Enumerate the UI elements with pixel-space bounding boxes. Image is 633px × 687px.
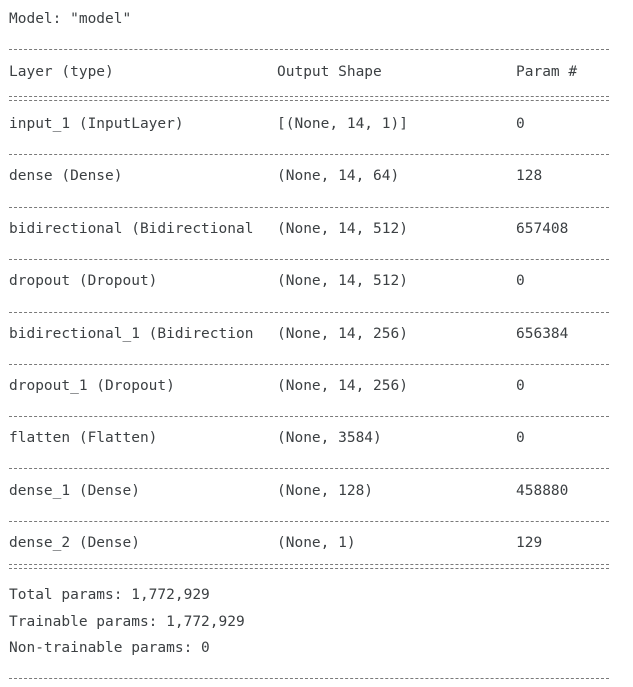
- layer-name: dense (Dense): [9, 168, 123, 184]
- divider-line: [9, 416, 609, 417]
- header-layer-type: Layer (type): [9, 64, 114, 80]
- double-divider-line: [9, 96, 609, 101]
- header-output-shape: Output Shape: [277, 64, 382, 80]
- layer-output-shape: (None, 14, 512): [277, 221, 408, 237]
- trainable-params: Trainable params: 1,772,929: [9, 614, 245, 630]
- layer-name: input_1 (InputLayer): [9, 116, 184, 132]
- layer-param-count: 458880: [516, 483, 569, 499]
- layer-output-shape: (None, 3584): [277, 430, 382, 446]
- layer-param-count: 0: [516, 116, 525, 132]
- divider-line: [9, 521, 609, 522]
- header-param-count: Param #: [516, 64, 578, 80]
- divider-line: [9, 678, 609, 679]
- layer-name: bidirectional_1 (Bidirection: [9, 326, 254, 342]
- layer-output-shape: (None, 14, 64): [277, 168, 400, 184]
- divider-line: [9, 364, 609, 365]
- layer-output-shape: (None, 14, 512): [277, 273, 408, 289]
- layer-param-count: 657408: [516, 221, 569, 237]
- layer-name: flatten (Flatten): [9, 430, 158, 446]
- layer-output-shape: (None, 1): [277, 535, 356, 551]
- divider-line: [9, 259, 609, 260]
- layer-name: bidirectional (Bidirectional: [9, 221, 254, 237]
- layer-param-count: 656384: [516, 326, 569, 342]
- layer-param-count: 0: [516, 273, 525, 289]
- layer-param-count: 0: [516, 378, 525, 394]
- divider-line: [9, 207, 609, 208]
- layer-param-count: 128: [516, 168, 543, 184]
- divider-line: [9, 154, 609, 155]
- layer-output-shape: (None, 128): [277, 483, 374, 499]
- layer-output-shape: (None, 14, 256): [277, 326, 408, 342]
- layer-name: dropout_1 (Dropout): [9, 378, 175, 394]
- non-trainable-params: Non-trainable params: 0: [9, 640, 210, 656]
- layer-name: dropout (Dropout): [9, 273, 158, 289]
- layer-param-count: 129: [516, 535, 543, 551]
- layer-name: dense_2 (Dense): [9, 535, 140, 551]
- total-params: Total params: 1,772,929: [9, 587, 210, 603]
- model-name-line: Model: "model": [9, 11, 132, 27]
- layer-param-count: 0: [516, 430, 525, 446]
- divider-line: [9, 468, 609, 469]
- divider-line: [9, 312, 609, 313]
- double-divider-line: [9, 564, 609, 569]
- layer-output-shape: [(None, 14, 1)]: [277, 116, 408, 132]
- layer-output-shape: (None, 14, 256): [277, 378, 408, 394]
- divider-line: [9, 49, 609, 50]
- layer-name: dense_1 (Dense): [9, 483, 140, 499]
